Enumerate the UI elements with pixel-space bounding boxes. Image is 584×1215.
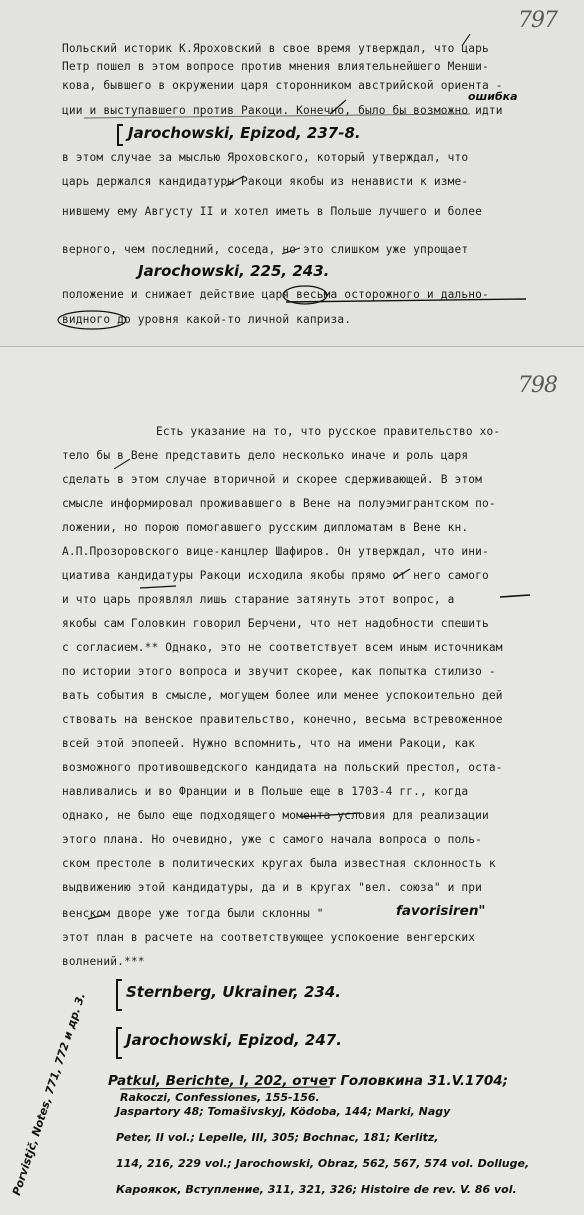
text-line: ствовать на венское правительство, конечно, весьма встревоженное	[62, 713, 503, 726]
text-line: нившему ему Августу II и хотел иметь в Польше лучшего и более	[62, 205, 483, 218]
text-line: смысле информировал проживавшего в Вене на полуэмигрантском по-	[62, 497, 496, 510]
text-line: волнений.***	[62, 955, 145, 968]
text-line: в этом случае за мыслью Яроховского, который утверждал, что	[62, 151, 469, 164]
footnote-line: 114, 216, 229 vol.; Jarochowski, Obraz, 562, 567, 574 vol. Dolluge,	[116, 1157, 530, 1170]
text-line: А.П.Прозоровского вице-канцлер Шафиров. Он утверждал, что ини-	[62, 545, 489, 558]
text-line: якобы сам Головкин говорил Берчени, что нет надобности спешить	[62, 617, 489, 630]
handwritten-footnote: Jarochowski, 225, 243.	[138, 262, 330, 280]
text-line: по истории этого вопроса и звучит скорее, как попытка стилизо -	[62, 665, 496, 678]
text-line: вать события в смысле, могущем более или менее успокоительно дей	[62, 689, 503, 702]
handwritten-footnote: Jarochowski, Epizod, 237-8.	[128, 124, 361, 142]
handwritten-insertion: ошибка	[468, 90, 518, 103]
pen-markings	[0, 0, 584, 346]
page-number: 798	[518, 373, 557, 398]
text-line: выдвижению этой кандидатуры, да и в кругах "вел. союза" и при	[62, 881, 483, 894]
text-line: однако, не было еще подходящего момента условия для реализации	[62, 809, 489, 822]
text-line: Петр пошел в этом вопросе против мнения влиятельнейшего Менши-	[62, 60, 489, 73]
text-line: всей этой эпопеей. Нужно вспомнить, что на имени Ракоци, как	[62, 737, 476, 750]
pen-markings	[0, 347, 584, 1215]
text-line: циатива кандидатуры Ракоци исходила якобы прямо от него самого	[62, 569, 489, 582]
text-line: с согласием.** Однако, это не соответствует всем иным источникам	[62, 641, 503, 654]
footnote-line: Rakoczi, Confessiones, 155-156.	[120, 1091, 320, 1104]
text-line: царь держался кандидатуры Ракоци якобы из ненависти к изме-	[62, 175, 469, 188]
footnote-line: Peter, II vol.; Lepelle, III, 305; Bochnac, 181; Kerlitz,	[116, 1131, 439, 1144]
text-line: ции и выступавшего против Ракоци. Конечно, было бы возможно идти	[62, 104, 503, 117]
margin-note: Porvistjč, Notes, 771, 772 и др. 3.	[10, 991, 88, 1198]
text-line: навливались и во Франции и в Польше еще в 1703-4 гг., когда	[62, 785, 469, 798]
footnote-line: Кароякок, Вступление, 311, 321, 326; Histoire de rev. V. 86 vol.	[116, 1183, 517, 1196]
text-line: ском престоле в политических кругах была известная склонность к	[62, 857, 496, 870]
text-line: тело бы в Вене представить дело несколько иначе и роль царя	[62, 449, 469, 462]
text-line: Польский историк К.Яроховский в свое время утверждал, что царь	[62, 42, 489, 55]
text-line: верного, чем последний, соседа, но это слишком уже упрощает	[62, 243, 469, 256]
text-line: этого плана. Но очевидно, уже с самого начала вопроса о поль-	[62, 833, 483, 846]
text-line: положение и снижает действие царя весьма осторожного и дально-	[62, 288, 489, 301]
text-line: венском дворе уже тогда были склонны "	[62, 907, 324, 920]
text-line: Есть указание на то, что русское правительство хо-	[156, 425, 501, 438]
handwritten-word: favorisiren"	[396, 903, 486, 919]
footnote-line: Patkul, Berichte, I, 202, отчет Головкина 31.V.1704;	[108, 1073, 509, 1089]
page-798	[0, 347, 584, 1215]
footnote-sternberg: Sternberg, Ukrainer, 234.	[126, 983, 341, 1001]
text-line: сделать в этом случае вторичной и скорее сдерживающей. В этом	[62, 473, 483, 486]
text-line: возможного противошведского кандидата на польский престол, оста-	[62, 761, 503, 774]
footnote-line: Jaspartory 48; Tomašivskyj, Ködoba, 144; Marki, Nagy	[116, 1105, 451, 1118]
text-line: видного до уровня какой-то личной каприза.	[62, 313, 352, 326]
text-line: и что царь проявлял лишь старание затянуть этот вопрос, а	[62, 593, 455, 606]
text-line: кова, бывшего в окружении царя сторонником австрийской ориента -	[62, 79, 503, 92]
text-line: ложении, но порою помогавшего русским дипломатам в Вене кн.	[62, 521, 469, 534]
footnote-jarochowski: Jarochowski, Epizod, 247.	[126, 1031, 342, 1049]
page-797	[0, 0, 584, 347]
page-number: 797	[518, 8, 557, 33]
text-line: этот план в расчете на соответствующее успокоение венгерских	[62, 931, 476, 944]
